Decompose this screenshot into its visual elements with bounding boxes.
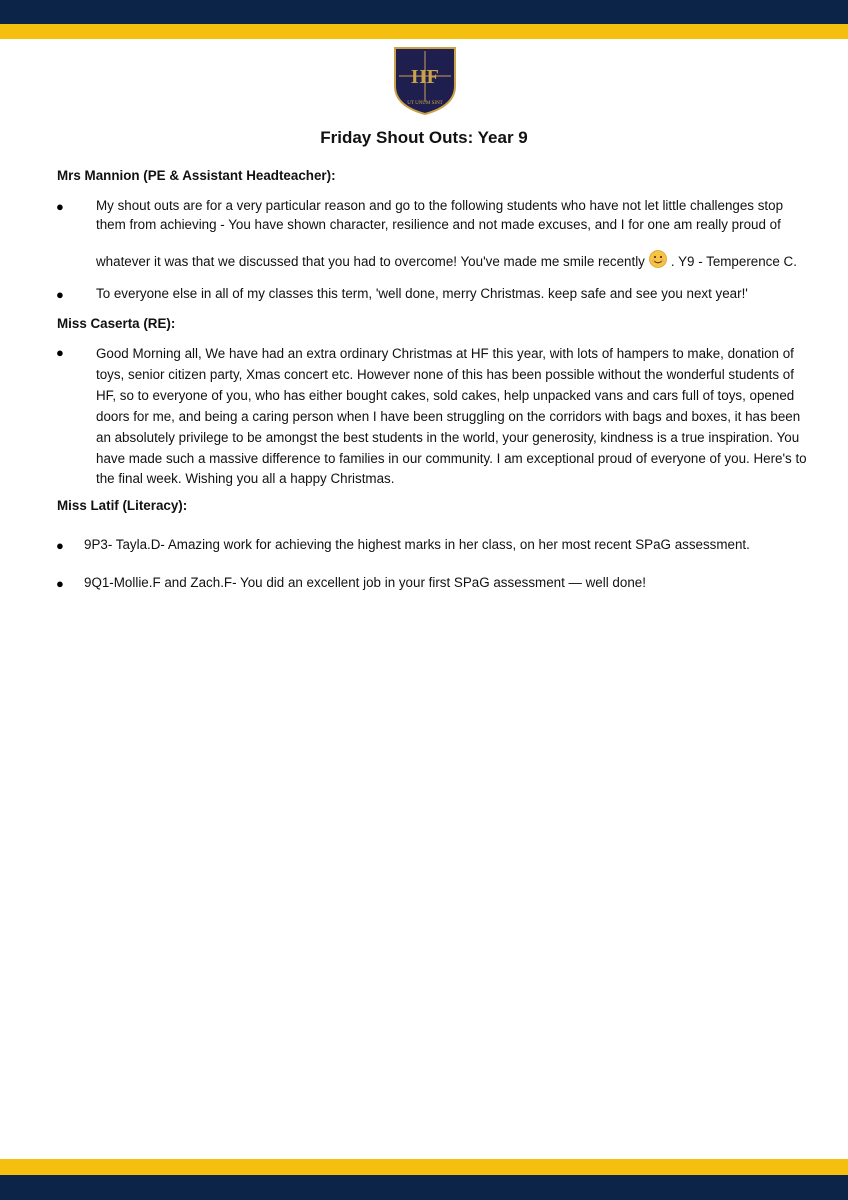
list-item [84,537,784,552]
list-item [96,286,796,301]
text-segment: . Y9 - Temperence C. [670,254,797,269]
school-crest-logo [393,46,457,116]
section-heading-miss-caserta: Miss Caserta (RE): [57,316,176,331]
text-line: an absolutely privilege to be amongst the best students in the world, your generosity, kindness is a true inspiration. You [96,429,800,445]
bullet-icon: ● [56,199,64,214]
text-line: them from achieving - You have shown character, resilience and not made excuses, and I for one am really proud of [96,217,781,232]
text-segment: whatever it was that we discussed that you had to overcome! You've made me smile recently [96,254,645,269]
text-line: doors for me, and being a caring person when I have been struggling on the corridors with bags and boxes, it has been [96,408,801,424]
page-title: Friday Shout Outs: Year 9 [320,128,528,147]
bullet-icon: ● [56,287,64,302]
header-gold-band [0,24,848,39]
text-line: 9P3- Tayla.D- Amazing work for achieving the highest marks in her class, on her most recent SPaG assessment. [84,537,750,552]
bullet-icon: ● [56,538,64,553]
svg-text:HF: HF [411,66,439,88]
bullet-icon: ● [56,576,64,591]
section-heading-miss-latif: Miss Latif (Literacy): [57,498,188,513]
text-line: have made such a massive difference to families in our community. I am exceptional proud of everyone of you. Here's to [96,450,807,466]
text-line [96,250,796,269]
list-item [96,344,807,490]
text-line: My shout outs are for a very particular reason and go to the following students who have not let little challenges stop [96,198,784,213]
list-item [84,575,784,590]
text-line: 9Q1-Mollie.F and Zach.F- You did an excellent job in your first SPaG assessment — well done! [84,575,646,590]
footer-gold-band [0,1159,848,1175]
text-line: the final week. Wishing you all a happy Christmas. [96,471,395,487]
text-line: Good Morning all, We have had an extra ordinary Christmas at HF this year, with lots of hampers to make, donation of [96,346,794,361]
footer-navy-band [0,1175,848,1200]
svg-text:UT UNUM SINT: UT UNUM SINT [407,101,443,106]
text-line: HF, so to everyone of you, who has either bought cakes, sold cakes, help unpacked vans and cars full of toys, opened [96,387,795,403]
bullet-icon: ● [56,345,64,360]
text-line: toys, senior citizen party, Xmas concert etc. However none of this has been possible without the wonderful students of [96,366,794,382]
text-line: To everyone else in all of my classes this term, 'well done, merry Christmas. keep safe and see you next year!' [96,286,748,301]
header-navy-band [0,0,848,24]
section-heading-mrs-mannion: Mrs Mannion (PE & Assistant Headteacher): [57,168,336,183]
list-item [96,198,796,269]
smiling-face-icon [649,250,667,268]
